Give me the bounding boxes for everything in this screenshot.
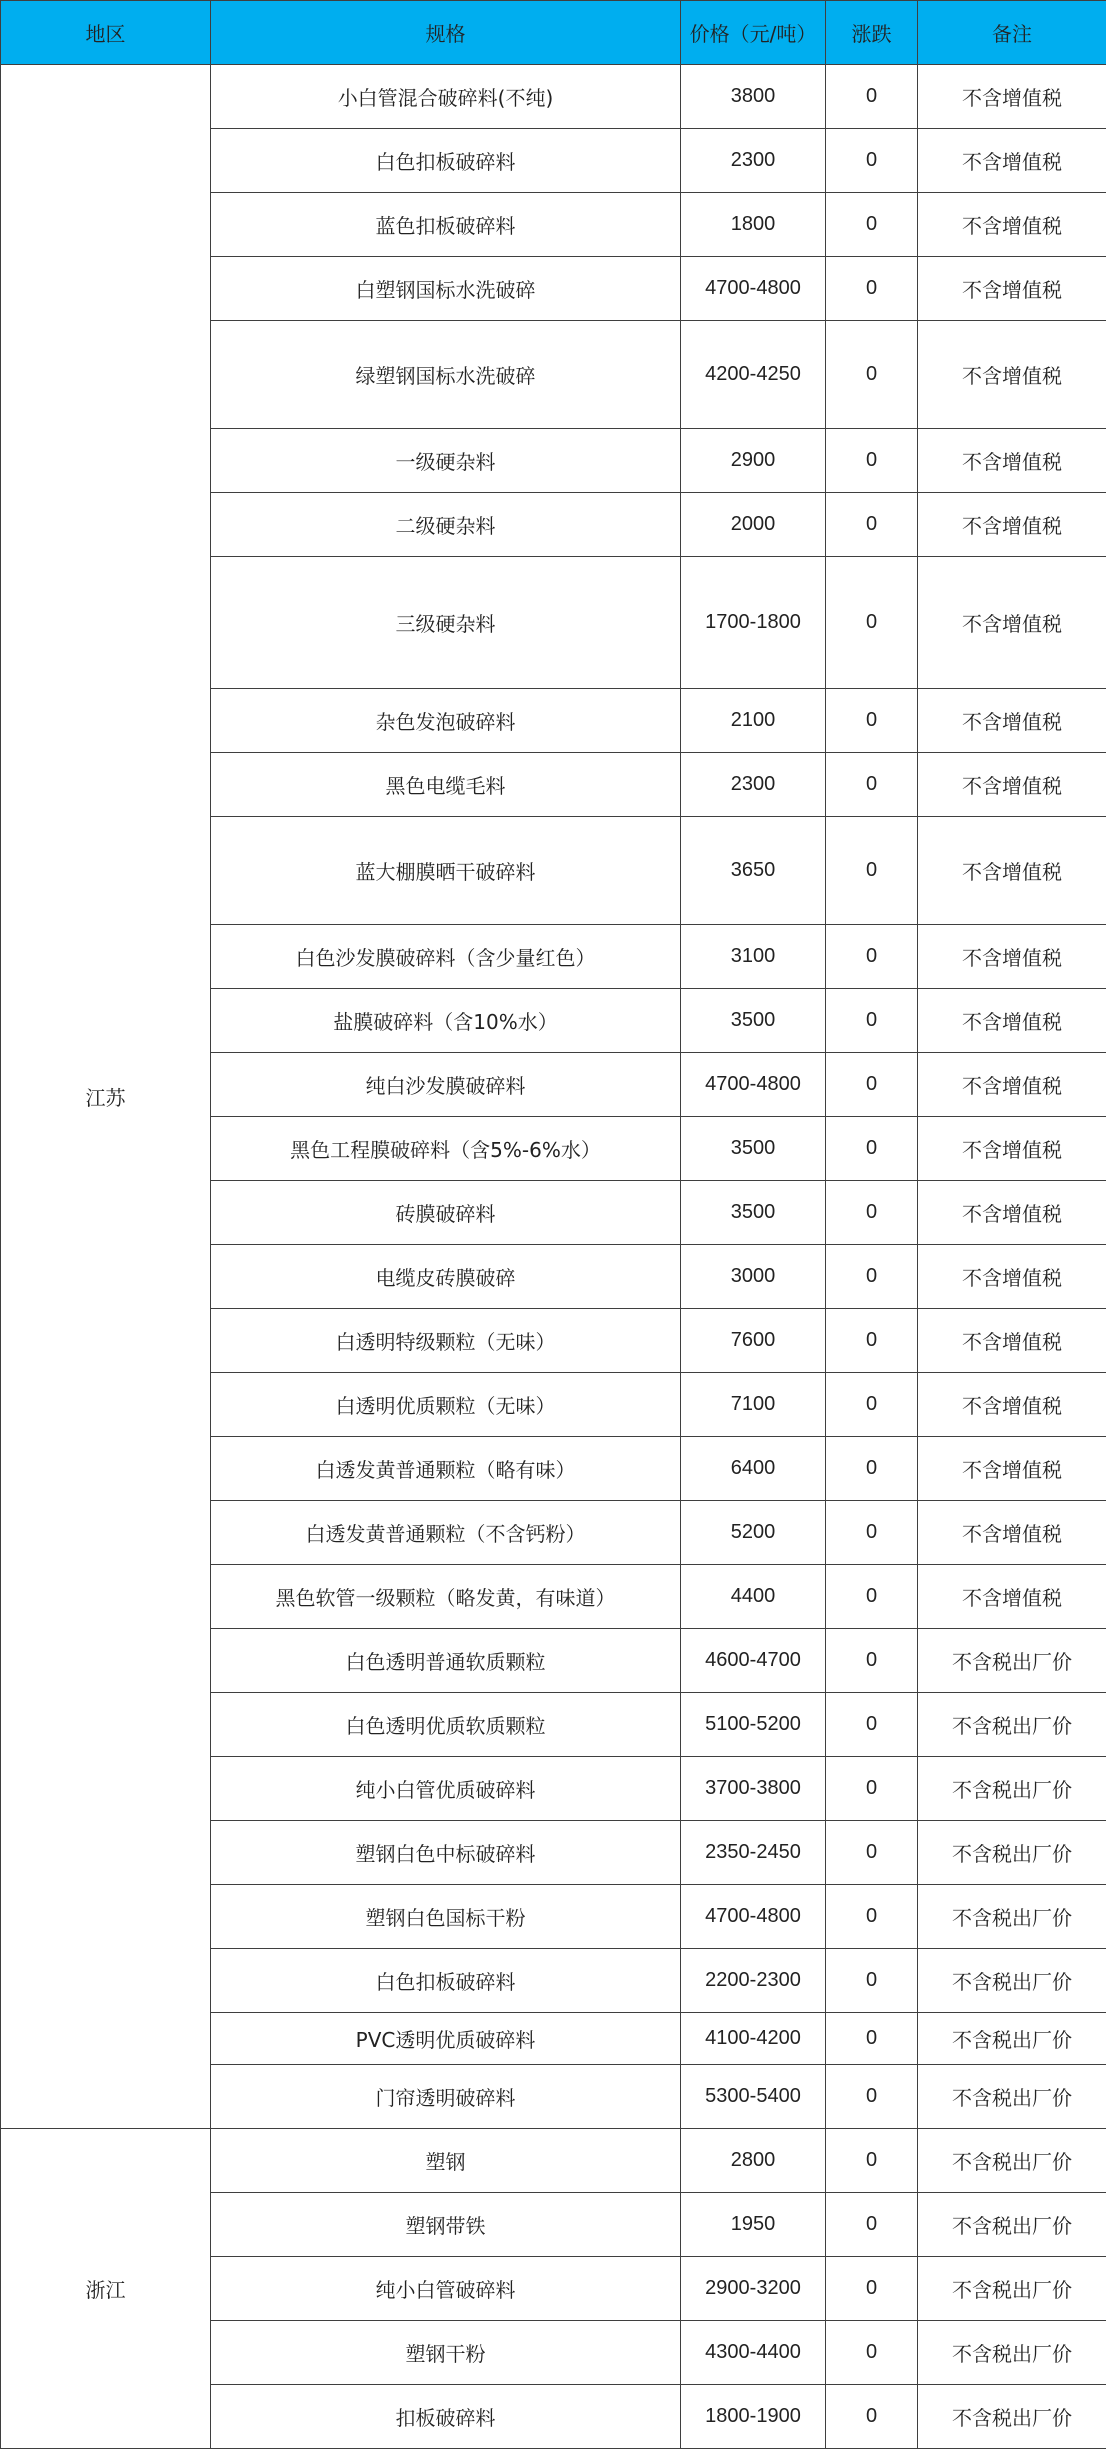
- change-cell: 0: [826, 1309, 918, 1373]
- table-row: [1, 65, 1106, 129]
- spec-cell: 纯白沙发膜破碎料: [211, 1053, 681, 1117]
- price-cell: 2300: [681, 129, 826, 193]
- note-cell: 不含增值税: [918, 817, 1106, 925]
- note-cell: 不含税出厂价: [918, 2385, 1106, 2449]
- note-cell: 不含增值税: [918, 989, 1106, 1053]
- note-cell: 不含增值税: [918, 1309, 1106, 1373]
- change-cell: 0: [826, 2193, 918, 2257]
- spec-cell: 小白管混合破碎料(不纯): [211, 65, 681, 129]
- table-row: [1, 2129, 1106, 2193]
- note-cell: 不含增值税: [918, 1437, 1106, 1501]
- price-cell: 3500: [681, 1181, 826, 1245]
- price-cell: 1950: [681, 2193, 826, 2257]
- price-cell: 3500: [681, 1117, 826, 1181]
- change-cell: 0: [826, 557, 918, 689]
- price-cell: 4400: [681, 1565, 826, 1629]
- spec-cell: 扣板破碎料: [211, 2385, 681, 2449]
- spec-cell: 塑钢白色国标干粉: [211, 1885, 681, 1949]
- change-cell: 0: [826, 1757, 918, 1821]
- note-cell: 不含增值税: [918, 1181, 1106, 1245]
- change-cell: 0: [826, 2129, 918, 2193]
- change-cell: 0: [826, 193, 918, 257]
- price-cell: 3650: [681, 817, 826, 925]
- price-cell: 2100: [681, 689, 826, 753]
- spec-cell: 塑钢带铁: [211, 2193, 681, 2257]
- price-cell: 3100: [681, 925, 826, 989]
- change-cell: 0: [826, 1437, 918, 1501]
- spec-cell: 蓝色扣板破碎料: [211, 193, 681, 257]
- note-cell: 不含增值税: [918, 1053, 1106, 1117]
- note-cell: 不含税出厂价: [918, 2193, 1106, 2257]
- spec-cell: 纯小白管破碎料: [211, 2257, 681, 2321]
- spec-cell: 白色扣板破碎料: [211, 129, 681, 193]
- note-cell: 不含税出厂价: [918, 1693, 1106, 1757]
- price-cell: 4700-4800: [681, 257, 826, 321]
- note-cell: 不含增值税: [918, 689, 1106, 753]
- spec-cell: 白色沙发膜破碎料（含少量红色）: [211, 925, 681, 989]
- note-cell: 不含税出厂价: [918, 1629, 1106, 1693]
- change-cell: 0: [826, 689, 918, 753]
- change-cell: 0: [826, 65, 918, 129]
- spec-cell: 塑钢干粉: [211, 2321, 681, 2385]
- note-cell: 不含增值税: [918, 1245, 1106, 1309]
- change-cell: 0: [826, 925, 918, 989]
- price-cell: 3500: [681, 989, 826, 1053]
- note-cell: 不含增值税: [918, 65, 1106, 129]
- spec-cell: 杂色发泡破碎料: [211, 689, 681, 753]
- header-change: 涨跌: [826, 1, 918, 65]
- price-cell: 5200: [681, 1501, 826, 1565]
- note-cell: 不含增值税: [918, 129, 1106, 193]
- spec-cell: 三级硬杂料: [211, 557, 681, 689]
- spec-cell: 电缆皮砖膜破碎: [211, 1245, 681, 1309]
- header-row: [1, 1, 1106, 65]
- note-cell: 不含税出厂价: [918, 1757, 1106, 1821]
- price-cell: 2800: [681, 2129, 826, 2193]
- header-price: 价格（元/吨）: [681, 1, 826, 65]
- spec-cell: 黑色工程膜破碎料（含5%-6%水）: [211, 1117, 681, 1181]
- spec-cell: 绿塑钢国标水洗破碎: [211, 321, 681, 429]
- price-cell: 7600: [681, 1309, 826, 1373]
- price-cell: 2200-2300: [681, 1949, 826, 2013]
- spec-cell: 黑色软管一级颗粒（略发黄，有味道）: [211, 1565, 681, 1629]
- spec-cell: 一级硬杂料: [211, 429, 681, 493]
- price-cell: 3700-3800: [681, 1757, 826, 1821]
- table-body: [1, 65, 1106, 2449]
- spec-cell: 塑钢白色中标破碎料: [211, 1821, 681, 1885]
- note-cell: 不含增值税: [918, 429, 1106, 493]
- price-cell: 7100: [681, 1373, 826, 1437]
- note-cell: 不含税出厂价: [918, 2129, 1106, 2193]
- note-cell: 不含增值税: [918, 557, 1106, 689]
- change-cell: 0: [826, 429, 918, 493]
- spec-cell: 白色透明普通软质颗粒: [211, 1629, 681, 1693]
- price-cell: 3000: [681, 1245, 826, 1309]
- region-cell: 江苏: [1, 65, 211, 2129]
- spec-cell: 盐膜破碎料（含10%水）: [211, 989, 681, 1053]
- change-cell: 0: [826, 2013, 918, 2065]
- change-cell: 0: [826, 989, 918, 1053]
- price-cell: 4300-4400: [681, 2321, 826, 2385]
- price-cell: 6400: [681, 1437, 826, 1501]
- price-cell: 2000: [681, 493, 826, 557]
- change-cell: 0: [826, 1181, 918, 1245]
- header-spec: 规格: [211, 1, 681, 65]
- change-cell: 0: [826, 257, 918, 321]
- note-cell: 不含税出厂价: [918, 1821, 1106, 1885]
- note-cell: 不含增值税: [918, 493, 1106, 557]
- note-cell: 不含税出厂价: [918, 2257, 1106, 2321]
- change-cell: 0: [826, 2257, 918, 2321]
- change-cell: 0: [826, 1629, 918, 1693]
- change-cell: 0: [826, 1693, 918, 1757]
- price-cell: 1700-1800: [681, 557, 826, 689]
- change-cell: 0: [826, 1053, 918, 1117]
- note-cell: 不含增值税: [918, 925, 1106, 989]
- spec-cell: 门帘透明破碎料: [211, 2065, 681, 2129]
- note-cell: 不含增值税: [918, 1501, 1106, 1565]
- change-cell: 0: [826, 1117, 918, 1181]
- price-cell: 2300: [681, 753, 826, 817]
- note-cell: 不含增值税: [918, 321, 1106, 429]
- price-cell: 3800: [681, 65, 826, 129]
- price-cell: 4600-4700: [681, 1629, 826, 1693]
- spec-cell: PVC透明优质破碎料: [211, 2013, 681, 2065]
- spec-cell: 黑色电缆毛料: [211, 753, 681, 817]
- spec-cell: 纯小白管优质破碎料: [211, 1757, 681, 1821]
- change-cell: 0: [826, 2385, 918, 2449]
- price-cell: 4100-4200: [681, 2013, 826, 2065]
- change-cell: 0: [826, 1821, 918, 1885]
- note-cell: 不含税出厂价: [918, 2321, 1106, 2385]
- change-cell: 0: [826, 1373, 918, 1437]
- note-cell: 不含税出厂价: [918, 2065, 1106, 2129]
- change-cell: 0: [826, 2065, 918, 2129]
- note-cell: 不含增值税: [918, 1565, 1106, 1629]
- price-cell: 4700-4800: [681, 1885, 826, 1949]
- spec-cell: 白透明优质颗粒（无味）: [211, 1373, 681, 1437]
- change-cell: 0: [826, 1565, 918, 1629]
- price-cell: 2900: [681, 429, 826, 493]
- change-cell: 0: [826, 1885, 918, 1949]
- change-cell: 0: [826, 493, 918, 557]
- note-cell: 不含税出厂价: [918, 1885, 1106, 1949]
- note-cell: 不含增值税: [918, 753, 1106, 817]
- note-cell: 不含增值税: [918, 193, 1106, 257]
- change-cell: 0: [826, 321, 918, 429]
- note-cell: 不含增值税: [918, 257, 1106, 321]
- spec-cell: 蓝大棚膜晒干破碎料: [211, 817, 681, 925]
- change-cell: 0: [826, 129, 918, 193]
- change-cell: 0: [826, 2321, 918, 2385]
- spec-cell: 白透发黄普通颗粒（略有味）: [211, 1437, 681, 1501]
- note-cell: 不含增值税: [918, 1117, 1106, 1181]
- price-cell: 1800: [681, 193, 826, 257]
- header-region: 地区: [1, 1, 211, 65]
- price-cell: 4200-4250: [681, 321, 826, 429]
- price-cell: 2350-2450: [681, 1821, 826, 1885]
- spec-cell: 白透明特级颗粒（无味）: [211, 1309, 681, 1373]
- spec-cell: 白塑钢国标水洗破碎: [211, 257, 681, 321]
- change-cell: 0: [826, 1245, 918, 1309]
- spec-cell: 白透发黄普通颗粒（不含钙粉）: [211, 1501, 681, 1565]
- change-cell: 0: [826, 1501, 918, 1565]
- spec-cell: 塑钢: [211, 2129, 681, 2193]
- price-cell: 1800-1900: [681, 2385, 826, 2449]
- spec-cell: 砖膜破碎料: [211, 1181, 681, 1245]
- price-cell: 4700-4800: [681, 1053, 826, 1117]
- price-cell: 5100-5200: [681, 1693, 826, 1757]
- note-cell: 不含税出厂价: [918, 2013, 1106, 2065]
- change-cell: 0: [826, 1949, 918, 2013]
- change-cell: 0: [826, 753, 918, 817]
- spec-cell: 二级硬杂料: [211, 493, 681, 557]
- price-cell: 2900-3200: [681, 2257, 826, 2321]
- price-cell: 5300-5400: [681, 2065, 826, 2129]
- note-cell: 不含税出厂价: [918, 1949, 1106, 2013]
- spec-cell: 白色透明优质软质颗粒: [211, 1693, 681, 1757]
- spec-cell: 白色扣板破碎料: [211, 1949, 681, 2013]
- note-cell: 不含增值税: [918, 1373, 1106, 1437]
- change-cell: 0: [826, 817, 918, 925]
- header-note: 备注: [918, 1, 1106, 65]
- region-cell: 浙江: [1, 2129, 211, 2449]
